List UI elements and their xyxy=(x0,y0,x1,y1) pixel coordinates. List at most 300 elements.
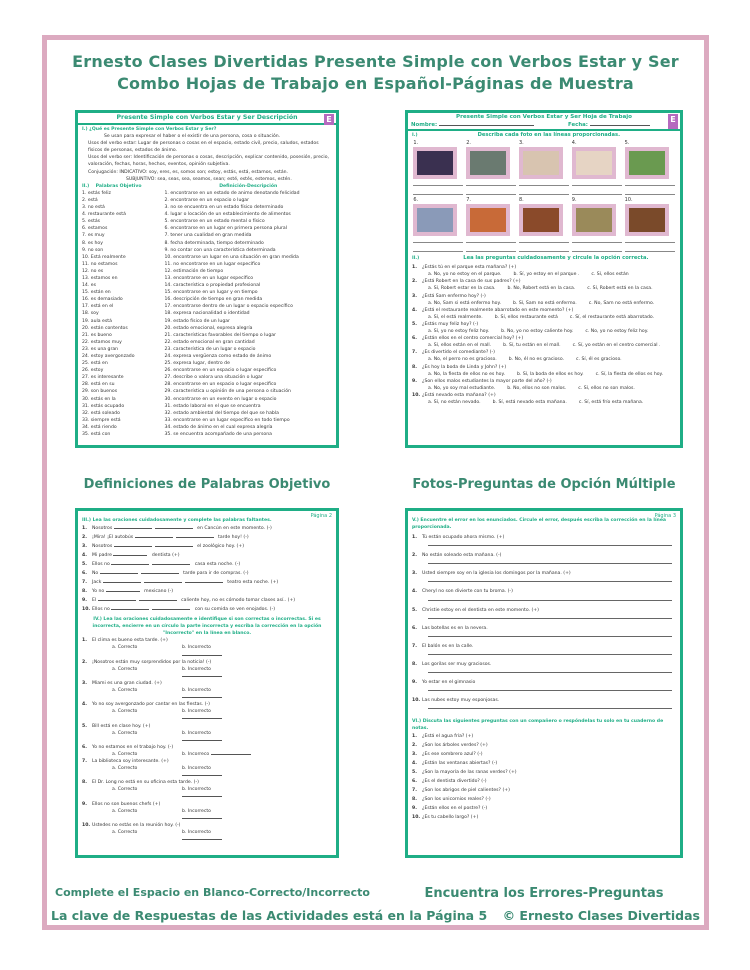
option-b[interactable]: b. Sí, Sam no está enfermo. xyxy=(512,300,577,306)
item-number: 1. xyxy=(412,535,417,541)
blank-field[interactable] xyxy=(113,551,147,556)
photo-cell xyxy=(572,197,622,254)
word-item: 1. estás feliz xyxy=(82,190,111,196)
caption-find-errors: Encuentra los Errores-Preguntas xyxy=(424,886,664,901)
item-text: ¿Es ese sombrero azul? (-) xyxy=(422,752,483,758)
item-number: 4. xyxy=(412,761,417,767)
caption-photos-questions: Fotos-Preguntas de Opción Múltiple xyxy=(412,477,676,492)
item-number: 2. xyxy=(412,743,417,749)
option-b[interactable]: b. Sí, yo estoy en el parque . xyxy=(513,272,580,278)
option-a[interactable]: a. Sí, yo no estoy feliz hoy. xyxy=(428,329,490,335)
option-correct[interactable]: a. Correcto xyxy=(112,751,138,757)
option-a[interactable]: a. No, la fiesta de ellos no es hoy. xyxy=(428,371,505,377)
option-c[interactable]: c. Sí, Robert está en la casa. xyxy=(587,286,653,292)
logo-icon: E xyxy=(668,114,678,129)
definition-item: 32. estado ambiental del tiempo del que se habla xyxy=(164,410,279,416)
item-number: 1. xyxy=(412,734,417,740)
ci-options xyxy=(82,829,332,843)
option-a[interactable]: a. No, yo no estoy en el parque. xyxy=(428,272,502,278)
definition-item: 35. se encuentra acompañado de una persona xyxy=(164,432,272,438)
item-suffix: con su comida se ven enojados. (-) xyxy=(193,607,276,613)
item-number: 10. xyxy=(412,815,421,821)
section3-heading: III.) Lea las oraciones cuidadosamente y complete las palabras faltantes. xyxy=(82,518,272,523)
question-text: ¿Estás muy feliz hoy? (-) xyxy=(422,321,479,327)
item-text: Usted siempre soy en la iglesia los domingos por la mañana. (+) xyxy=(422,571,571,577)
word-item: 21. es bueno xyxy=(82,332,112,338)
section2-instructions: Lea las preguntas cuidadosamente y circule la opción correcta. xyxy=(463,255,649,262)
section1-heading: I.) ¿Qué es Presente Simple con Verbos Estar y Ser? xyxy=(82,127,217,132)
item-number: 3. xyxy=(412,571,417,577)
blank-field[interactable] xyxy=(155,542,193,547)
ci-options xyxy=(82,644,332,658)
blank-field[interactable] xyxy=(185,578,223,583)
option-c[interactable]: c. Sí, el restaurante está abarrotado. xyxy=(569,314,655,320)
option-incorrect[interactable]: b. Incorrecto xyxy=(182,666,252,680)
item-number: 10. xyxy=(82,822,91,828)
item-number: 7. xyxy=(82,758,87,764)
item-suffix: en Cancún en este momento. (-) xyxy=(195,526,272,532)
option-a[interactable]: a. Sí, el está realmente. xyxy=(428,314,483,320)
option-incorrect[interactable]: b. Incorrecto xyxy=(182,829,252,843)
correction-field[interactable] xyxy=(182,839,222,840)
option-correct[interactable]: a. Correcto xyxy=(112,666,138,672)
photo-number: 6. xyxy=(413,197,419,204)
definition-item: 15. encontrarse en un lugar y en tiempo xyxy=(164,290,258,296)
option-c[interactable]: c. No, Sam no está enfermo. xyxy=(588,300,655,306)
correction-line[interactable] xyxy=(428,632,672,637)
item-prefix: No xyxy=(92,571,100,577)
item-text: La biblioteca soy interesante. (+) xyxy=(92,758,169,764)
item-text: Yo estar en el gimnasio xyxy=(422,679,476,685)
fill-item xyxy=(82,605,332,614)
options-row xyxy=(412,300,676,307)
discussion-item xyxy=(412,768,676,777)
option-c[interactable]: c. Sí, está frío esta mañana. xyxy=(578,399,644,405)
option-b[interactable]: b. No, ellos no son malos. xyxy=(507,385,567,391)
option-b[interactable]: b. No, Robert está en la casa. xyxy=(507,286,576,292)
correction-field[interactable] xyxy=(182,775,222,776)
item-prefix: Yo no xyxy=(92,589,106,595)
item-text: Ellos no son buenos chefs (+) xyxy=(92,801,161,807)
word-item: 5. estás xyxy=(82,219,101,225)
option-correct[interactable]: a. Correcto xyxy=(112,688,138,694)
discussion-item xyxy=(412,804,676,813)
option-incorrect[interactable]: b. Incorrecto xyxy=(182,765,252,779)
section1-label: I.) xyxy=(412,133,418,138)
word-item: 26. estoy xyxy=(82,368,104,374)
words-column-header: Palabras Objetivo xyxy=(95,183,142,189)
answer-line[interactable] xyxy=(466,188,516,195)
item-text: Las botellas es en la nevera. xyxy=(422,625,488,631)
option-correct[interactable]: a. Correcto xyxy=(112,808,138,814)
answer-line[interactable] xyxy=(466,179,516,186)
correct-incorrect-list xyxy=(82,637,332,843)
section2-header xyxy=(408,254,680,263)
definition-item: 24. expresa vergüenza como estado de ánimo xyxy=(164,354,272,359)
item-number: 3. xyxy=(412,752,417,758)
photo-cell xyxy=(413,140,463,197)
answer-line[interactable] xyxy=(625,245,675,252)
photo-cell xyxy=(519,197,569,254)
option-incorrect[interactable]: b. Incorrecto xyxy=(182,708,252,722)
sheet-worksheet xyxy=(405,110,683,448)
fill-item xyxy=(82,578,332,587)
question-text: ¿Están ellos en el centro comercial hoy? (+) xyxy=(422,336,524,342)
question-text: ¿Está el restaurante realmente abarrotado en este momento? (+) xyxy=(422,307,574,313)
item-number: 5. xyxy=(82,562,87,568)
answer-line[interactable] xyxy=(466,236,516,243)
discussion-item xyxy=(412,813,676,822)
question xyxy=(412,349,676,356)
blank-field[interactable] xyxy=(100,569,138,574)
option-correct[interactable]: a. Correcto xyxy=(112,829,138,835)
definition-item: 23. característica de un lugar o espacio xyxy=(164,346,256,352)
option-incorrect[interactable]: b. Incorrecto xyxy=(182,644,252,658)
question xyxy=(412,321,676,328)
discussion-list xyxy=(412,732,676,822)
fill-blank-list xyxy=(82,524,332,614)
answer-line[interactable] xyxy=(572,188,622,195)
correction-field[interactable] xyxy=(182,697,222,698)
correction-line[interactable] xyxy=(428,577,672,582)
photo-image xyxy=(466,147,510,179)
option-correct[interactable]: a. Correcto xyxy=(112,709,138,715)
date-field[interactable] xyxy=(590,121,650,126)
item-text: Bill está en clase hoy. (+) xyxy=(92,723,151,729)
photo-image xyxy=(519,147,563,179)
correction-line[interactable] xyxy=(428,541,672,546)
option-b[interactable]: b. Sí, tu están en el mall. xyxy=(503,343,561,349)
option-b[interactable]: b. No, él no es gracioso. xyxy=(508,357,565,363)
photo-number: 10. xyxy=(624,197,633,204)
option-correct[interactable]: a. Correcto xyxy=(112,730,138,736)
logo-icon: E xyxy=(324,114,334,125)
answer-line[interactable] xyxy=(413,179,463,186)
option-b[interactable]: b. Sí, la boda de ellos es hoy. xyxy=(517,371,584,377)
correction-line[interactable] xyxy=(428,559,672,564)
blank-field[interactable] xyxy=(114,542,152,547)
name-label: Nombre: xyxy=(411,122,438,128)
item-text: Yo no soy avergonzado por cantar en las fiestas. (-) xyxy=(92,702,210,708)
options-row xyxy=(412,399,676,406)
options-row xyxy=(412,371,676,378)
option-a[interactable]: a. No, yo soy mal estudiante. xyxy=(428,385,496,391)
definition-item: 2. encontrarse en un espacio o lugar xyxy=(164,197,249,203)
error-item xyxy=(412,607,676,614)
definition-item: 29. característica u opinión de una persona o situación xyxy=(164,389,291,395)
caption-fill-blank: Complete el Espacio en Blanco-Correcto/Incorrecto xyxy=(55,886,370,899)
option-a[interactable]: a. No, el perro no es gracioso. xyxy=(428,357,497,363)
answer-line[interactable] xyxy=(413,236,463,243)
option-correct[interactable]: a. Correcto xyxy=(112,645,138,651)
correction-field[interactable] xyxy=(211,754,251,755)
photo-row-2 xyxy=(408,197,680,254)
correction-line[interactable] xyxy=(428,614,672,619)
item-number: 8. xyxy=(82,780,87,786)
fill-item xyxy=(82,533,332,542)
item-number: 9. xyxy=(82,801,87,807)
item-suffix: el zoológico hoy. (+) xyxy=(195,544,244,550)
item-number: 6. xyxy=(82,571,87,577)
definition-item: 5. encontrarse en un estado mental o físico xyxy=(164,219,265,225)
item-number: 10. xyxy=(412,698,421,704)
answer-line[interactable] xyxy=(466,245,516,252)
error-item xyxy=(412,643,676,650)
word-item: 34. está riendo xyxy=(82,424,117,430)
para3: Usos del verbo ser: Identificación de personas o cosas, descripción, explicar contenido, posesión, precio, valoración, fechas, horas, hechos, eventos, opinión subjetiva. xyxy=(88,155,329,168)
discussion-item xyxy=(412,741,676,750)
sheet1-title-text: Presente Simple con Verbos Estar y Ser Descripción xyxy=(116,114,298,121)
main-title-line1: Ernesto Clases Divertidas Presente Simple con Verbos Estar y Ser xyxy=(72,52,679,71)
definition-item: 20. estado emocional, expresa alegría xyxy=(164,325,253,331)
word-item: 3. no está xyxy=(82,205,105,211)
ci-item xyxy=(82,723,332,730)
option-incorrect[interactable]: b. Incorrecto xyxy=(182,808,252,822)
photo-number: 9. xyxy=(571,197,577,204)
blank-field[interactable] xyxy=(139,596,177,601)
correction-field[interactable] xyxy=(182,655,222,656)
question xyxy=(412,378,676,385)
option-c[interactable]: c. No, yo no estoy feliz hoy. xyxy=(585,329,649,335)
ci-options xyxy=(82,765,332,779)
blank-field[interactable] xyxy=(152,605,190,610)
answer-line[interactable] xyxy=(519,245,569,252)
question xyxy=(412,307,676,314)
definition-item: 21. características favorables del tiempo o lugar xyxy=(164,332,276,338)
answer-line[interactable] xyxy=(625,179,675,186)
ci-options xyxy=(82,708,332,722)
answer-line[interactable] xyxy=(572,236,622,243)
question-text: ¿Son ellos malos estudiantes la mayor parte del año? (-) xyxy=(422,378,552,384)
item-suffix: dentista (+) xyxy=(150,553,180,559)
item-prefix: Nosotros xyxy=(92,544,114,550)
blank-field[interactable] xyxy=(141,569,179,574)
ci-item xyxy=(82,779,332,786)
item-number: 2. xyxy=(82,535,87,541)
page-frame xyxy=(42,35,709,930)
word-item: 13. estamos en xyxy=(82,275,118,281)
word-item: 15. están en xyxy=(82,290,111,296)
option-incorrect[interactable]: b. Incorreco xyxy=(182,751,252,758)
correction-field[interactable] xyxy=(182,718,222,719)
options-row xyxy=(412,314,676,321)
blank-field[interactable] xyxy=(98,596,136,601)
item-number: 9. xyxy=(412,806,417,812)
item-text: ¿Está el agua fría? (+) xyxy=(422,734,474,740)
ci-options xyxy=(82,730,332,744)
option-c[interactable]: c. Sí, él es gracioso. xyxy=(576,357,622,363)
section2-label: II.) xyxy=(412,256,420,262)
photo-number: 7. xyxy=(466,197,471,204)
error-item xyxy=(412,588,676,595)
option-b[interactable]: b. Sí, está nevado esta mañana. xyxy=(492,399,567,405)
question-text: ¿Está Sam enfermo hoy? (-) xyxy=(422,293,486,299)
item-number: 7. xyxy=(412,643,417,649)
blank-field[interactable] xyxy=(152,560,190,565)
option-c[interactable]: c. Sí, la fiesta de ellos es hoy. xyxy=(595,371,664,377)
item-text: ¿Están ellos en el postre? (-) xyxy=(422,806,488,812)
option-b[interactable]: b. Sí, ellos restaurante está xyxy=(494,314,558,320)
correction-line[interactable] xyxy=(428,668,672,673)
photo-image xyxy=(572,204,616,236)
word-item: 9. no son xyxy=(82,247,104,253)
answer-line[interactable] xyxy=(413,245,463,252)
option-a[interactable]: a. Sí, no están nevado. xyxy=(428,399,481,405)
item-prefix: Mi padre xyxy=(92,553,114,559)
page-label: Página 2 xyxy=(310,513,332,519)
option-a[interactable]: a. No, Sam si está enfermo hoy. xyxy=(428,300,501,306)
answer-line[interactable] xyxy=(519,236,569,243)
definition-item: 28. encontrarse en un espacio o lugar específico xyxy=(164,382,277,388)
sheet2-header xyxy=(408,113,680,131)
sheet-description xyxy=(75,110,339,448)
definition-item: 14. característica o propiedad profesional xyxy=(164,283,261,289)
blank-field[interactable] xyxy=(103,578,141,583)
answer-line[interactable] xyxy=(572,245,622,252)
answer-key-note: La clave de Respuestas de las Actividades está en la Página 5 xyxy=(51,908,488,923)
word-item: 8. es hoy xyxy=(82,240,103,246)
photo-cell xyxy=(466,197,516,254)
error-item xyxy=(412,552,676,559)
blank-field[interactable] xyxy=(106,587,140,592)
blank-field[interactable] xyxy=(111,605,149,610)
option-correct[interactable]: a. Correcto xyxy=(112,766,138,772)
ci-item xyxy=(82,758,332,765)
item-number: 10. xyxy=(82,607,91,613)
item-number: 9. xyxy=(412,679,417,685)
correction-line[interactable] xyxy=(428,596,672,601)
item-number: 6. xyxy=(82,744,87,750)
blank-field[interactable] xyxy=(176,533,214,538)
blank-field[interactable] xyxy=(135,533,173,538)
question-text: ¿Estás tú en el parque esta mañana? (+) xyxy=(422,265,517,271)
question xyxy=(412,264,676,271)
correction-field[interactable] xyxy=(182,740,222,741)
item-text: Las nubes estoy muy esponjosas. xyxy=(422,698,500,704)
photo-cell xyxy=(572,140,622,197)
name-field[interactable] xyxy=(439,121,534,126)
conjugation-indicativo: Conjugación: INDICATIVO: soy, eres, es, somos son; estoy, estás, está, estamos, están. xyxy=(88,169,289,175)
option-c[interactable]: c. Sí, ellos no son malos. xyxy=(578,385,635,391)
ci-item xyxy=(82,637,332,644)
spacer xyxy=(412,711,676,715)
definition-item: 1. encontrarse en un estado de animo denotando felicidad xyxy=(164,190,300,196)
definition-item: 9. no contar con una característica determinada xyxy=(164,247,276,253)
option-a[interactable]: a. Sí, Robert estar en la casa. xyxy=(428,286,496,292)
definition-item: 16. descripción de tiempo en gran medida xyxy=(164,297,263,303)
option-incorrect[interactable]: b. Incorrecto xyxy=(182,730,252,744)
ci-item xyxy=(82,822,332,829)
item-text: ¿Son los unicornios reales? (-) xyxy=(422,797,491,803)
answer-line[interactable] xyxy=(572,179,622,186)
correction-field[interactable] xyxy=(182,796,222,797)
conjugation-subjuntivo: SUBJUNTIVO: sea, seas, sea, seamos, sean; esté, estés, estemos, estén. xyxy=(126,176,292,182)
question xyxy=(412,392,676,399)
sheet2-title: Presente Simple con Verbos Estar y Ser Hoja de Trabajo xyxy=(455,114,632,120)
item-text: El Dr. Long no está en su oficina esta tarde. (-) xyxy=(92,780,199,786)
answer-line[interactable] xyxy=(625,236,675,243)
blank-field[interactable] xyxy=(144,578,182,583)
definition-item: 13. encontrarse en un lugar específico xyxy=(164,275,254,281)
correction-line[interactable] xyxy=(428,686,672,691)
word-item: 19. aula está xyxy=(82,318,112,324)
definition-item: 10. encontrarse un lugar en una situación en gran medida xyxy=(164,254,299,260)
blank-field[interactable] xyxy=(111,560,149,565)
item-number: 1. xyxy=(82,526,87,532)
discussion-item xyxy=(412,759,676,768)
answer-line[interactable] xyxy=(413,188,463,195)
ci-options xyxy=(82,687,332,701)
definition-item: 26. encontrarse en un espacio o lugar específico xyxy=(164,368,277,374)
definition-item: 11. no encontrarse en un lugar específico xyxy=(164,261,261,267)
word-item: 2. está xyxy=(82,197,98,203)
definition-item: 25. expresa lugar, dentro de xyxy=(164,361,230,367)
answer-line[interactable] xyxy=(519,179,569,186)
item-text: Los gorilas ser muy graciosos. xyxy=(422,661,492,667)
section1-instructions: Describa cada foto en las líneas proporcionadas. xyxy=(477,132,621,138)
correction-line[interactable] xyxy=(428,704,672,709)
correction-field[interactable] xyxy=(182,676,222,677)
date-label: Fecha: xyxy=(568,122,588,128)
discussion-item xyxy=(412,786,676,795)
option-correct[interactable]: a. Correcto xyxy=(112,787,138,793)
answer-line[interactable] xyxy=(519,188,569,195)
error-item xyxy=(412,679,676,686)
definition-item: 22. estado emocional en gran cantidad xyxy=(164,339,255,345)
copyright: © Ernesto Clases Divertidas xyxy=(502,908,700,923)
option-a[interactable]: a. Sí, ellos están en el mall. xyxy=(428,343,492,349)
photo-cell xyxy=(519,140,569,197)
error-item xyxy=(412,661,676,668)
blank-field[interactable] xyxy=(155,524,193,529)
question-text: ¿Está Robert en la casa de sus padres? (+) xyxy=(422,279,521,285)
question-text: ¿Es hoy la boda de Linda y John? (+) xyxy=(422,364,507,370)
blank-field[interactable] xyxy=(114,524,152,529)
options-row xyxy=(412,342,676,349)
item-number: 1. xyxy=(82,638,87,644)
word-item: 7. es muy xyxy=(82,233,105,239)
ci-item xyxy=(82,659,332,666)
option-incorrect[interactable]: b. Incorrecto xyxy=(182,687,252,701)
error-item xyxy=(412,570,676,577)
correction-line[interactable] xyxy=(428,650,672,655)
item-number: 8. xyxy=(412,797,417,803)
option-incorrect[interactable]: b. Incorrecto xyxy=(182,786,252,800)
correction-field[interactable] xyxy=(182,818,222,819)
question-text: ¿Está nevado esta mañana? (+) xyxy=(422,392,496,398)
answer-line[interactable] xyxy=(625,188,675,195)
fill-item xyxy=(82,587,332,596)
question-number: 2. xyxy=(412,279,417,285)
option-b[interactable]: b. No, yo no estoy caliente hoy. xyxy=(501,329,574,335)
options-row xyxy=(412,271,676,278)
item-text: Cheryl no son divierte con tu broma. (-) xyxy=(422,589,513,595)
options-row xyxy=(412,356,676,363)
photo-number: 3. xyxy=(518,140,524,147)
definition-item: 6. encontrarse en un lugar en primera persona plural xyxy=(164,226,287,232)
definition-item: 31. estado laboral en el que se encuentra xyxy=(164,403,261,409)
photo-image xyxy=(625,147,669,179)
option-c[interactable]: c. Sí, yo están en el centro comercial . xyxy=(572,343,661,349)
definition-item: 17. encontrarse dentro de un lugar o espacio específico xyxy=(164,304,293,310)
word-item: 32. está soleado xyxy=(82,410,120,416)
question xyxy=(412,364,676,371)
option-c[interactable]: c. Sí, ellos están xyxy=(591,272,629,278)
question-number: 6. xyxy=(412,336,417,342)
word-item: 20. están contentos xyxy=(82,325,128,331)
word-item: 4. restaurante está xyxy=(82,212,126,218)
photo-number: 5. xyxy=(624,140,630,147)
